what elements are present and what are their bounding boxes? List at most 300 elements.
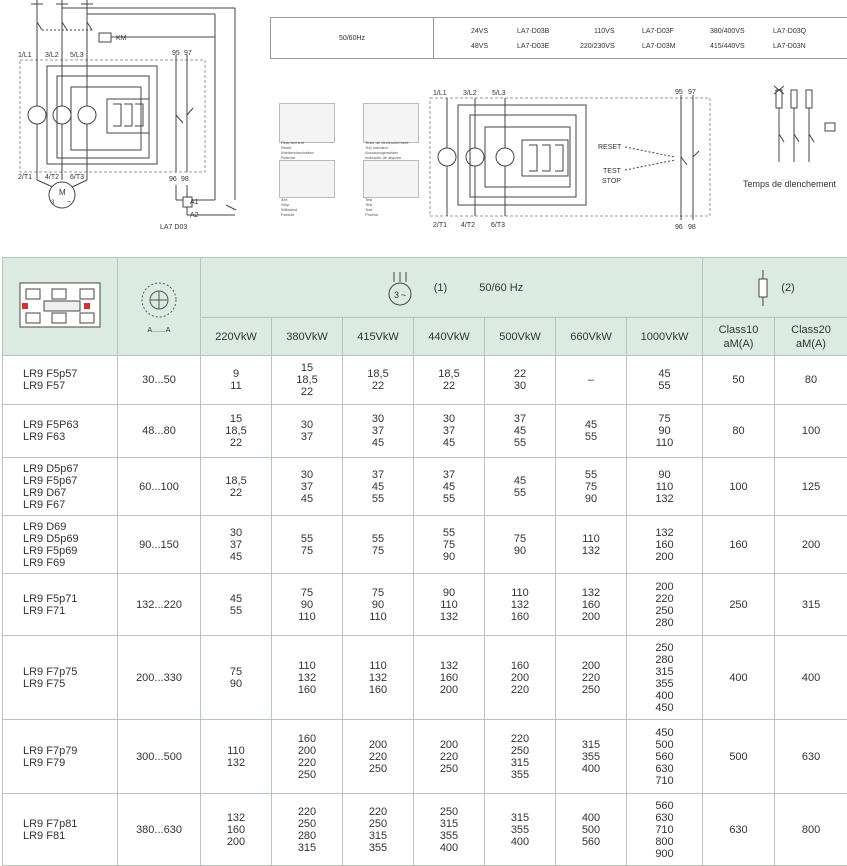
terminal-label: 3/L2 — [45, 52, 59, 59]
cell-line: 250 — [556, 684, 626, 696]
cell-line: 200 — [201, 836, 271, 848]
cell-line: 75 — [201, 666, 271, 678]
cell-line: 132 — [272, 672, 342, 684]
cell-line: 315 — [485, 757, 555, 769]
power-500-cell — [485, 720, 556, 794]
class20-cell: 80 — [775, 356, 847, 405]
range-cell: 300...500 — [118, 720, 201, 794]
power-415-cell — [343, 458, 414, 516]
cell-line: LR9 F5p69 — [23, 545, 117, 557]
terminal-label: 98 — [181, 176, 189, 183]
cell-line: 250 — [414, 763, 484, 775]
cell-line: LR9 F5p57 — [23, 368, 117, 380]
cell-line: 22 — [485, 368, 555, 380]
fuse-icon — [755, 270, 771, 306]
power-440-cell — [414, 405, 485, 458]
power-415-cell — [343, 636, 414, 720]
timing-diagram — [765, 82, 845, 172]
power-1000-cell — [627, 458, 703, 516]
cell-line: 30 — [272, 419, 342, 431]
cell-line: 220 — [414, 751, 484, 763]
class10-cell: 100 — [703, 458, 775, 516]
power-380-cell — [272, 636, 343, 720]
cell-line: 75 — [343, 587, 413, 599]
class20-cell: 100 — [775, 405, 847, 458]
class10-cell: 630 — [703, 794, 775, 866]
cell-line: 45 — [414, 437, 484, 449]
power-500-cell — [485, 405, 556, 458]
test-photo — [363, 160, 419, 198]
cell-line: 110 — [627, 437, 702, 449]
power-500-cell — [485, 458, 556, 516]
cell-line: 110 — [343, 660, 413, 672]
cell-line: 110 — [556, 533, 626, 545]
terminal-label: 95 — [675, 89, 683, 96]
cell-line: LR9 D69 — [23, 521, 117, 533]
cell-line: 315 — [485, 812, 555, 824]
cell-line: LR9 D5p67 — [23, 463, 117, 475]
cell-line: LR9 F7p79 — [23, 745, 117, 757]
cell-line: 355 — [414, 830, 484, 842]
cell-line: 132 — [485, 599, 555, 611]
cell-line: 355 — [627, 678, 702, 690]
cell-line: 200 — [414, 739, 484, 751]
cell-line: 45 — [201, 593, 271, 605]
table-row — [3, 636, 847, 720]
cell-line: 500 — [556, 824, 626, 836]
power-1000-cell — [627, 794, 703, 866]
cell-line: 200 — [627, 581, 702, 593]
cell-line: 45 — [556, 419, 626, 431]
cell-line: 132 — [414, 611, 484, 623]
cell-line: LR9 F75 — [23, 678, 117, 690]
cell-line: 280 — [627, 654, 702, 666]
km-label: KM — [116, 35, 127, 42]
cell-line: 18,5 — [201, 425, 271, 437]
cell-line: 11 — [201, 380, 271, 392]
cell-line: LR9 D67 — [23, 487, 117, 499]
col-660: 660VkW — [556, 318, 627, 356]
cell-line: 15 — [272, 362, 342, 374]
power-415-cell — [343, 356, 414, 405]
cell-line: 90 — [556, 493, 626, 505]
cell-line: 15 — [201, 413, 271, 425]
cell-line: 710 — [627, 775, 702, 787]
selection-table — [2, 257, 847, 866]
power-220-cell — [201, 794, 272, 866]
cell-line: 30 — [414, 413, 484, 425]
cell-line: 132 — [201, 812, 271, 824]
cell-line: 200 — [556, 660, 626, 672]
cell-line: 90 — [414, 551, 484, 563]
power-1000-cell — [627, 405, 703, 458]
power-660-cell — [556, 636, 627, 720]
cell-line: 90 — [414, 587, 484, 599]
range-cell: 132...220 — [118, 574, 201, 636]
model-cell — [3, 574, 118, 636]
cell-line: 45 — [201, 551, 271, 563]
cell-line: 250 — [627, 642, 702, 654]
voltage-cell: 220/230VS — [580, 43, 615, 50]
cell-line: 37 — [201, 539, 271, 551]
cell-line: 200 — [485, 672, 555, 684]
cell-line: 132 — [556, 587, 626, 599]
cell-line: 250 — [272, 769, 342, 781]
cell-line: 220 — [627, 593, 702, 605]
model-cell — [3, 516, 118, 574]
cell-line: 55 — [556, 431, 626, 443]
col-440: 440VkW — [414, 318, 485, 356]
table-row — [3, 458, 847, 516]
power-1000-cell — [627, 356, 703, 405]
cell-line: 132 — [201, 757, 271, 769]
cell-line: 200 — [556, 611, 626, 623]
cell-line: 37 — [414, 469, 484, 481]
cell-line: 37 — [485, 413, 555, 425]
coil-model: LA7 D03 — [160, 224, 187, 231]
dial-icon — [129, 280, 189, 328]
power-220-cell — [201, 720, 272, 794]
cell-line: 45 — [485, 425, 555, 437]
power-1000-cell — [627, 516, 703, 574]
cell-line: 22 — [201, 487, 271, 499]
cell-line: 220 — [485, 684, 555, 696]
range-header-cell — [118, 258, 201, 356]
class20-cell: 315 — [775, 574, 847, 636]
model-cell: LA7-D03E — [517, 43, 549, 50]
table-row — [3, 794, 847, 866]
cell-line: 355 — [343, 842, 413, 854]
trip-caption: Teste de declenchement Trip indicator Auslosungsmelder Indicador de disparo — [365, 140, 425, 160]
range-label: A.......A — [118, 327, 200, 334]
cell-line: 55 — [414, 527, 484, 539]
cell-line: 110 — [272, 660, 342, 672]
cell-line: 250 — [627, 605, 702, 617]
power-660-cell — [556, 516, 627, 574]
power-415-cell — [343, 516, 414, 574]
cell-line: LR9 F7p81 — [23, 818, 117, 830]
timing-label: Temps de dlenchement — [743, 179, 836, 189]
cell-line: 400 — [485, 836, 555, 848]
power-380-cell — [272, 794, 343, 866]
cell-line: LR9 D5p69 — [23, 533, 117, 545]
cell-line: 22 — [414, 380, 484, 392]
table-row — [3, 574, 847, 636]
cell-line: 160 — [272, 733, 342, 745]
cell-line: 160 — [485, 660, 555, 672]
wiring-diagram-left — [0, 0, 260, 235]
cell-line: 110 — [627, 481, 702, 493]
col-220: 220VkW — [201, 318, 272, 356]
power-415-cell — [343, 574, 414, 636]
range-cell: 30...50 — [118, 356, 201, 405]
model-cell: LA7-D03Q — [773, 28, 806, 35]
cell-line: 22 — [201, 437, 271, 449]
voltage-cell: 110VS — [594, 28, 615, 35]
power-660-cell — [556, 794, 627, 866]
coil-terminal: A1 — [190, 199, 199, 206]
class20-cell: 200 — [775, 516, 847, 574]
cell-line: 55 — [556, 469, 626, 481]
power-440-cell — [414, 574, 485, 636]
cell-line: 18,5 — [343, 368, 413, 380]
terminal-label: 96 — [169, 176, 177, 183]
cell-line: 75 — [272, 545, 342, 557]
power-380-cell — [272, 720, 343, 794]
terminal-label: 5/L3 — [492, 90, 506, 97]
cell-line: 280 — [627, 617, 702, 629]
ac-tilde-icon: ~ — [67, 199, 71, 206]
power-440-cell — [414, 516, 485, 574]
power-500-cell — [485, 794, 556, 866]
power-440-cell — [414, 458, 485, 516]
cell-line: 160 — [201, 824, 271, 836]
motor-phase: 3 — [51, 200, 55, 206]
cell-line: 37 — [414, 425, 484, 437]
supply-symbol: 3 — [394, 290, 399, 300]
power-220-cell — [201, 356, 272, 405]
cell-line: 132 — [627, 527, 702, 539]
cell-line: 37 — [343, 469, 413, 481]
col-class20: Class20 aM(A) — [775, 318, 847, 356]
cell-line: 220 — [343, 806, 413, 818]
cell-line: 75 — [627, 413, 702, 425]
class20-cell: 125 — [775, 458, 847, 516]
cell-line: 45 — [343, 437, 413, 449]
cell-line: 30 — [343, 413, 413, 425]
cell-line: 45 — [272, 493, 342, 505]
voltage-cell: 415/440VS — [710, 43, 745, 50]
cell-line: 75 — [485, 533, 555, 545]
cell-line: LR9 F69 — [23, 557, 117, 569]
motor-label: M — [59, 188, 66, 197]
terminal-label: 5/L3 — [70, 52, 84, 59]
cell-line: 710 — [627, 824, 702, 836]
model-cell — [3, 794, 118, 866]
cell-line: 132 — [556, 545, 626, 557]
cell-line: 18,5 — [272, 374, 342, 386]
cell-line: 90 — [272, 599, 342, 611]
cell-line: 55 — [485, 437, 555, 449]
reset-photo — [279, 103, 335, 143]
power-500-cell — [485, 574, 556, 636]
table-row — [3, 720, 847, 794]
power-group-header — [201, 258, 703, 318]
terminal-label: 1/L1 — [18, 52, 32, 59]
power-440-cell — [414, 720, 485, 794]
cell-line: 400 — [414, 842, 484, 854]
cell-line: 160 — [627, 539, 702, 551]
cell-line: 200 — [272, 745, 342, 757]
coil-voltage-table — [270, 17, 847, 59]
stop-label: STOP — [602, 178, 621, 185]
test-caption: Test Test Test Prueba — [365, 197, 425, 217]
col-380: 380VkW — [272, 318, 343, 356]
class10-cell: 400 — [703, 636, 775, 720]
power-220-cell — [201, 405, 272, 458]
cell-line: 45 — [414, 481, 484, 493]
terminal-label: 4/T2 — [461, 222, 475, 229]
reset-caption: Rearmement Reset Wiedereinschalten Rearme — [281, 140, 341, 160]
cell-line: 160 — [485, 611, 555, 623]
cell-line: 560 — [556, 836, 626, 848]
cell-line: 37 — [272, 481, 342, 493]
cell-line: 45 — [343, 481, 413, 493]
stop-photo — [279, 160, 335, 198]
voltage-cell: 380/400VS — [710, 28, 745, 35]
cell-line: 110 — [414, 599, 484, 611]
power-1000-cell — [627, 636, 703, 720]
terminal-label: 3/L2 — [463, 90, 477, 97]
terminal-label: 97 — [184, 50, 192, 57]
table-row — [3, 516, 847, 574]
cell-line: 110 — [485, 587, 555, 599]
power-500-cell — [485, 516, 556, 574]
cell-line: LR9 F5p71 — [23, 593, 117, 605]
cell-line: 110 — [343, 611, 413, 623]
col-1000: 1000VkW — [627, 318, 703, 356]
cell-line: 160 — [343, 684, 413, 696]
cell-line: 450 — [627, 727, 702, 739]
cell-line: 75 — [414, 539, 484, 551]
class10-cell: 250 — [703, 574, 775, 636]
cell-line: 55 — [201, 605, 271, 617]
cell-line: 560 — [627, 800, 702, 812]
test-label: TEST — [603, 168, 622, 175]
cell-line: 90 — [627, 425, 702, 437]
table-row — [3, 356, 847, 405]
cell-line: 160 — [414, 672, 484, 684]
cell-line: 355 — [556, 751, 626, 763]
stop-caption: Arrt Stop Stillstand Parada — [281, 197, 341, 217]
cell-line: 37 — [272, 431, 342, 443]
power-380-cell — [272, 405, 343, 458]
cell-line: 400 — [556, 812, 626, 824]
top-diagrams — [0, 0, 847, 255]
class10-cell: 80 — [703, 405, 775, 458]
voltage-frequency: 50/60Hz — [271, 18, 434, 58]
cell-line: 90 — [201, 678, 271, 690]
power-440-cell — [414, 636, 485, 720]
power-220-cell — [201, 516, 272, 574]
cell-line: 400 — [556, 763, 626, 775]
power-660-cell — [556, 720, 627, 794]
power-660-cell — [556, 405, 627, 458]
power-415-cell — [343, 720, 414, 794]
cell-line: LR9 F81 — [23, 830, 117, 842]
cell-line: 132 — [343, 672, 413, 684]
cell-line: 9 — [201, 368, 271, 380]
cell-line: LR9 F5p67 — [23, 475, 117, 487]
cell-line: 90 — [343, 599, 413, 611]
cell-line: LR9 F5P63 — [23, 419, 117, 431]
cell-line: 560 — [627, 751, 702, 763]
power-415-cell — [343, 794, 414, 866]
power-380-cell — [272, 516, 343, 574]
terminal-label: 1/L1 — [433, 90, 447, 97]
cell-line: 200 — [627, 551, 702, 563]
cell-line: 900 — [627, 848, 702, 860]
cell-line: 315 — [627, 666, 702, 678]
model-cell — [3, 458, 118, 516]
cell-line: 500 — [627, 739, 702, 751]
class20-cell: 630 — [775, 720, 847, 794]
trip-indicator-photo — [363, 103, 419, 143]
col-class10: Class10 aM(A) — [703, 318, 775, 356]
relay-image-cell — [3, 258, 118, 356]
range-cell: 48...80 — [118, 405, 201, 458]
range-cell: 380...630 — [118, 794, 201, 866]
power-415-cell — [343, 405, 414, 458]
terminal-label: 2/T1 — [433, 222, 447, 229]
class10-cell: 160 — [703, 516, 775, 574]
model-cell — [3, 356, 118, 405]
cell-line: 400 — [627, 690, 702, 702]
cell-line: 450 — [627, 702, 702, 714]
cell-line: 355 — [485, 824, 555, 836]
cell-line: 55 — [343, 493, 413, 505]
terminal-label: 95 — [172, 50, 180, 57]
col-500: 500VkW — [485, 318, 556, 356]
model-cell — [3, 405, 118, 458]
cell-line: 55 — [627, 380, 702, 392]
cell-line: 55 — [485, 487, 555, 499]
power-660-cell — [556, 574, 627, 636]
power-220-cell — [201, 458, 272, 516]
class20-cell: 400 — [775, 636, 847, 720]
frequency-label: 50/60 Hz — [479, 282, 523, 294]
model-cell: LA7-D03N — [773, 43, 806, 50]
cell-line: 315 — [556, 739, 626, 751]
model-cell — [3, 720, 118, 794]
power-440-cell — [414, 794, 485, 866]
cell-line: 315 — [343, 830, 413, 842]
cell-line: LR9 F79 — [23, 757, 117, 769]
power-500-cell — [485, 356, 556, 405]
cell-line: 220 — [485, 733, 555, 745]
cell-line: 220 — [556, 672, 626, 684]
cell-line: 45 — [627, 368, 702, 380]
cell-line: 45 — [485, 475, 555, 487]
terminal-label: 98 — [688, 224, 696, 231]
power-220-cell — [201, 574, 272, 636]
cell-line: 22 — [343, 380, 413, 392]
model-cell: LA7-D03M — [642, 43, 675, 50]
relay-front-diagram — [425, 85, 725, 235]
terminal-label: 6/T3 — [491, 222, 505, 229]
cell-line: 280 — [272, 830, 342, 842]
ac-tilde-icon: ~ — [401, 290, 406, 300]
cell-line: 37 — [343, 425, 413, 437]
terminal-label: 2/T1 — [18, 174, 32, 181]
cell-line: 55 — [272, 533, 342, 545]
cell-line: 90 — [627, 469, 702, 481]
cell-line: 18,5 — [414, 368, 484, 380]
model-cell: LA7-D03B — [517, 28, 549, 35]
terminal-label: 6/T3 — [70, 174, 84, 181]
voltage-cell: 24VS — [471, 28, 488, 35]
cell-line: 800 — [627, 836, 702, 848]
cell-line: 75 — [556, 481, 626, 493]
range-cell: 200...330 — [118, 636, 201, 720]
fuse-group-header — [703, 258, 847, 318]
voltage-cell: 48VS — [471, 43, 488, 50]
cell-line: 18,5 — [201, 475, 271, 487]
cell-line: 250 — [485, 745, 555, 757]
power-1000-cell — [627, 720, 703, 794]
power-380-cell — [272, 356, 343, 405]
cell-line: 220 — [272, 806, 342, 818]
